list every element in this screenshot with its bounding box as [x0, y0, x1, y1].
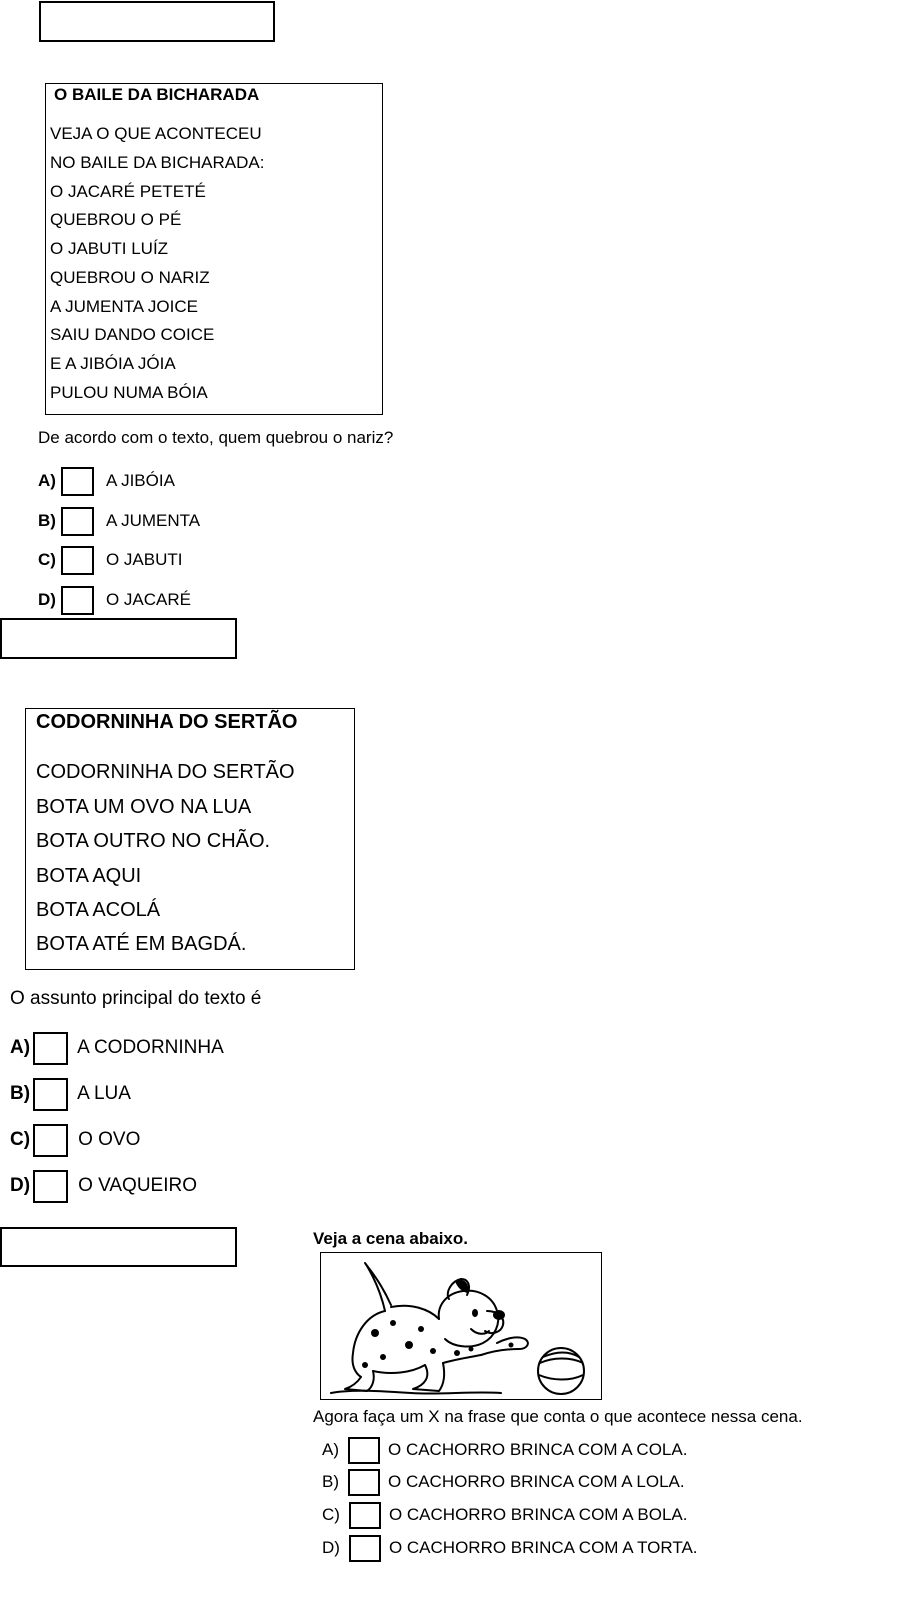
option-letter: A) — [322, 1440, 339, 1459]
poem-title: O BAILE DA BICHARADA — [54, 85, 260, 104]
scene-image-frame — [320, 1252, 602, 1400]
poem-line: NO BAILE DA BICHARADA: — [50, 153, 265, 172]
option-letter: B) — [38, 511, 56, 530]
poem-line: QUEBROU O NARIZ — [50, 268, 210, 287]
option-letter: C) — [322, 1505, 340, 1524]
scene-question: Agora faça um X na frase que conta o que acontece nessa cena. — [313, 1407, 803, 1426]
option-text: O OVO — [78, 1129, 141, 1150]
option-letter: B) — [10, 1083, 31, 1104]
option-text: O VAQUEIRO — [78, 1175, 198, 1196]
option-text: A JUMENTA — [105, 511, 201, 530]
option-a — [38, 465, 175, 497]
option-a — [322, 1435, 687, 1465]
answer-label-box-3 — [0, 1227, 237, 1267]
option-text: A CODORNINHA — [77, 1037, 224, 1058]
checkbox[interactable] — [33, 1170, 68, 1203]
option-text: O JACARÉ — [105, 590, 191, 609]
option-text: O CACHORRO BRINCA COM A COLA. — [388, 1440, 688, 1459]
option-letter: B) — [322, 1472, 339, 1491]
option-d — [38, 584, 191, 616]
poem-line: O JABUTI LUÍZ — [50, 239, 169, 258]
poem-line: SAIU DANDO COICE — [50, 325, 215, 344]
option-letter: A) — [38, 471, 56, 490]
poem-line: E A JIBÓIA JÓIA — [50, 354, 176, 373]
option-text: O JABUTI — [105, 550, 183, 569]
option-b — [38, 505, 200, 537]
poem-line: A JUMENTA JOICE — [50, 297, 198, 316]
option-c — [38, 544, 182, 576]
checkbox[interactable] — [33, 1124, 68, 1157]
option-letter: D) — [322, 1538, 340, 1557]
option-a — [10, 1030, 224, 1066]
poem-line: CODORNINHA DO SERTÃO — [36, 761, 295, 783]
poem-line: BOTA ATÉ EM BAGDÁ. — [36, 933, 247, 955]
checkbox[interactable] — [349, 1502, 381, 1529]
poem-title: CODORNINHA DO SERTÃO — [36, 711, 298, 733]
option-text: O CACHORRO BRINCA COM A TORTA. — [388, 1538, 698, 1557]
option-letter: C) — [38, 550, 56, 569]
answer-label-box-2 — [0, 618, 237, 659]
option-letter: A) — [10, 1037, 31, 1058]
checkbox[interactable] — [33, 1032, 68, 1065]
option-letter: C) — [10, 1129, 31, 1150]
option-letter: D) — [10, 1175, 31, 1196]
option-letter: D) — [38, 590, 56, 609]
option-text: O CACHORRO BRINCA COM A BOLA. — [388, 1505, 688, 1524]
checkbox[interactable] — [61, 586, 94, 615]
poem-line: BOTA OUTRO NO CHÃO. — [36, 830, 271, 852]
option-d — [10, 1168, 197, 1204]
option-text: A JIBÓIA — [105, 471, 175, 490]
checkbox[interactable] — [61, 507, 94, 536]
poem-line: BOTA AQUI — [36, 865, 142, 887]
poem-line: QUEBROU O PÉ — [50, 210, 182, 229]
option-text: A LUA — [77, 1083, 131, 1104]
checkbox[interactable] — [348, 1469, 380, 1496]
poem-line: BOTA ACOLÁ — [36, 899, 161, 921]
question-text: De acordo com o texto, quem quebrou o nariz? — [38, 428, 394, 447]
poem-line: VEJA O QUE ACONTECEU — [50, 124, 262, 143]
checkbox[interactable] — [61, 467, 94, 496]
option-c — [10, 1122, 140, 1158]
scene-instruction: Veja a cena abaixo. — [313, 1229, 468, 1248]
checkbox[interactable] — [61, 546, 94, 575]
checkbox[interactable] — [33, 1078, 68, 1111]
checkbox[interactable] — [349, 1535, 381, 1562]
checkbox[interactable] — [348, 1437, 380, 1464]
option-text: O CACHORRO BRINCA COM A LOLA. — [388, 1472, 685, 1491]
poem-line: BOTA UM OVO NA LUA — [36, 796, 252, 818]
poem-line: O JACARÉ PETETÉ — [50, 182, 206, 201]
option-c — [322, 1500, 687, 1530]
option-b — [10, 1076, 131, 1112]
poem-line: PULOU NUMA BÓIA — [50, 383, 208, 402]
answer-label-box-1 — [39, 1, 275, 42]
question-text: O assunto principal do texto é — [10, 988, 262, 1009]
option-b — [322, 1467, 685, 1497]
option-d — [322, 1533, 698, 1563]
dalmatian-puppy-ball-icon — [321, 1253, 600, 1398]
